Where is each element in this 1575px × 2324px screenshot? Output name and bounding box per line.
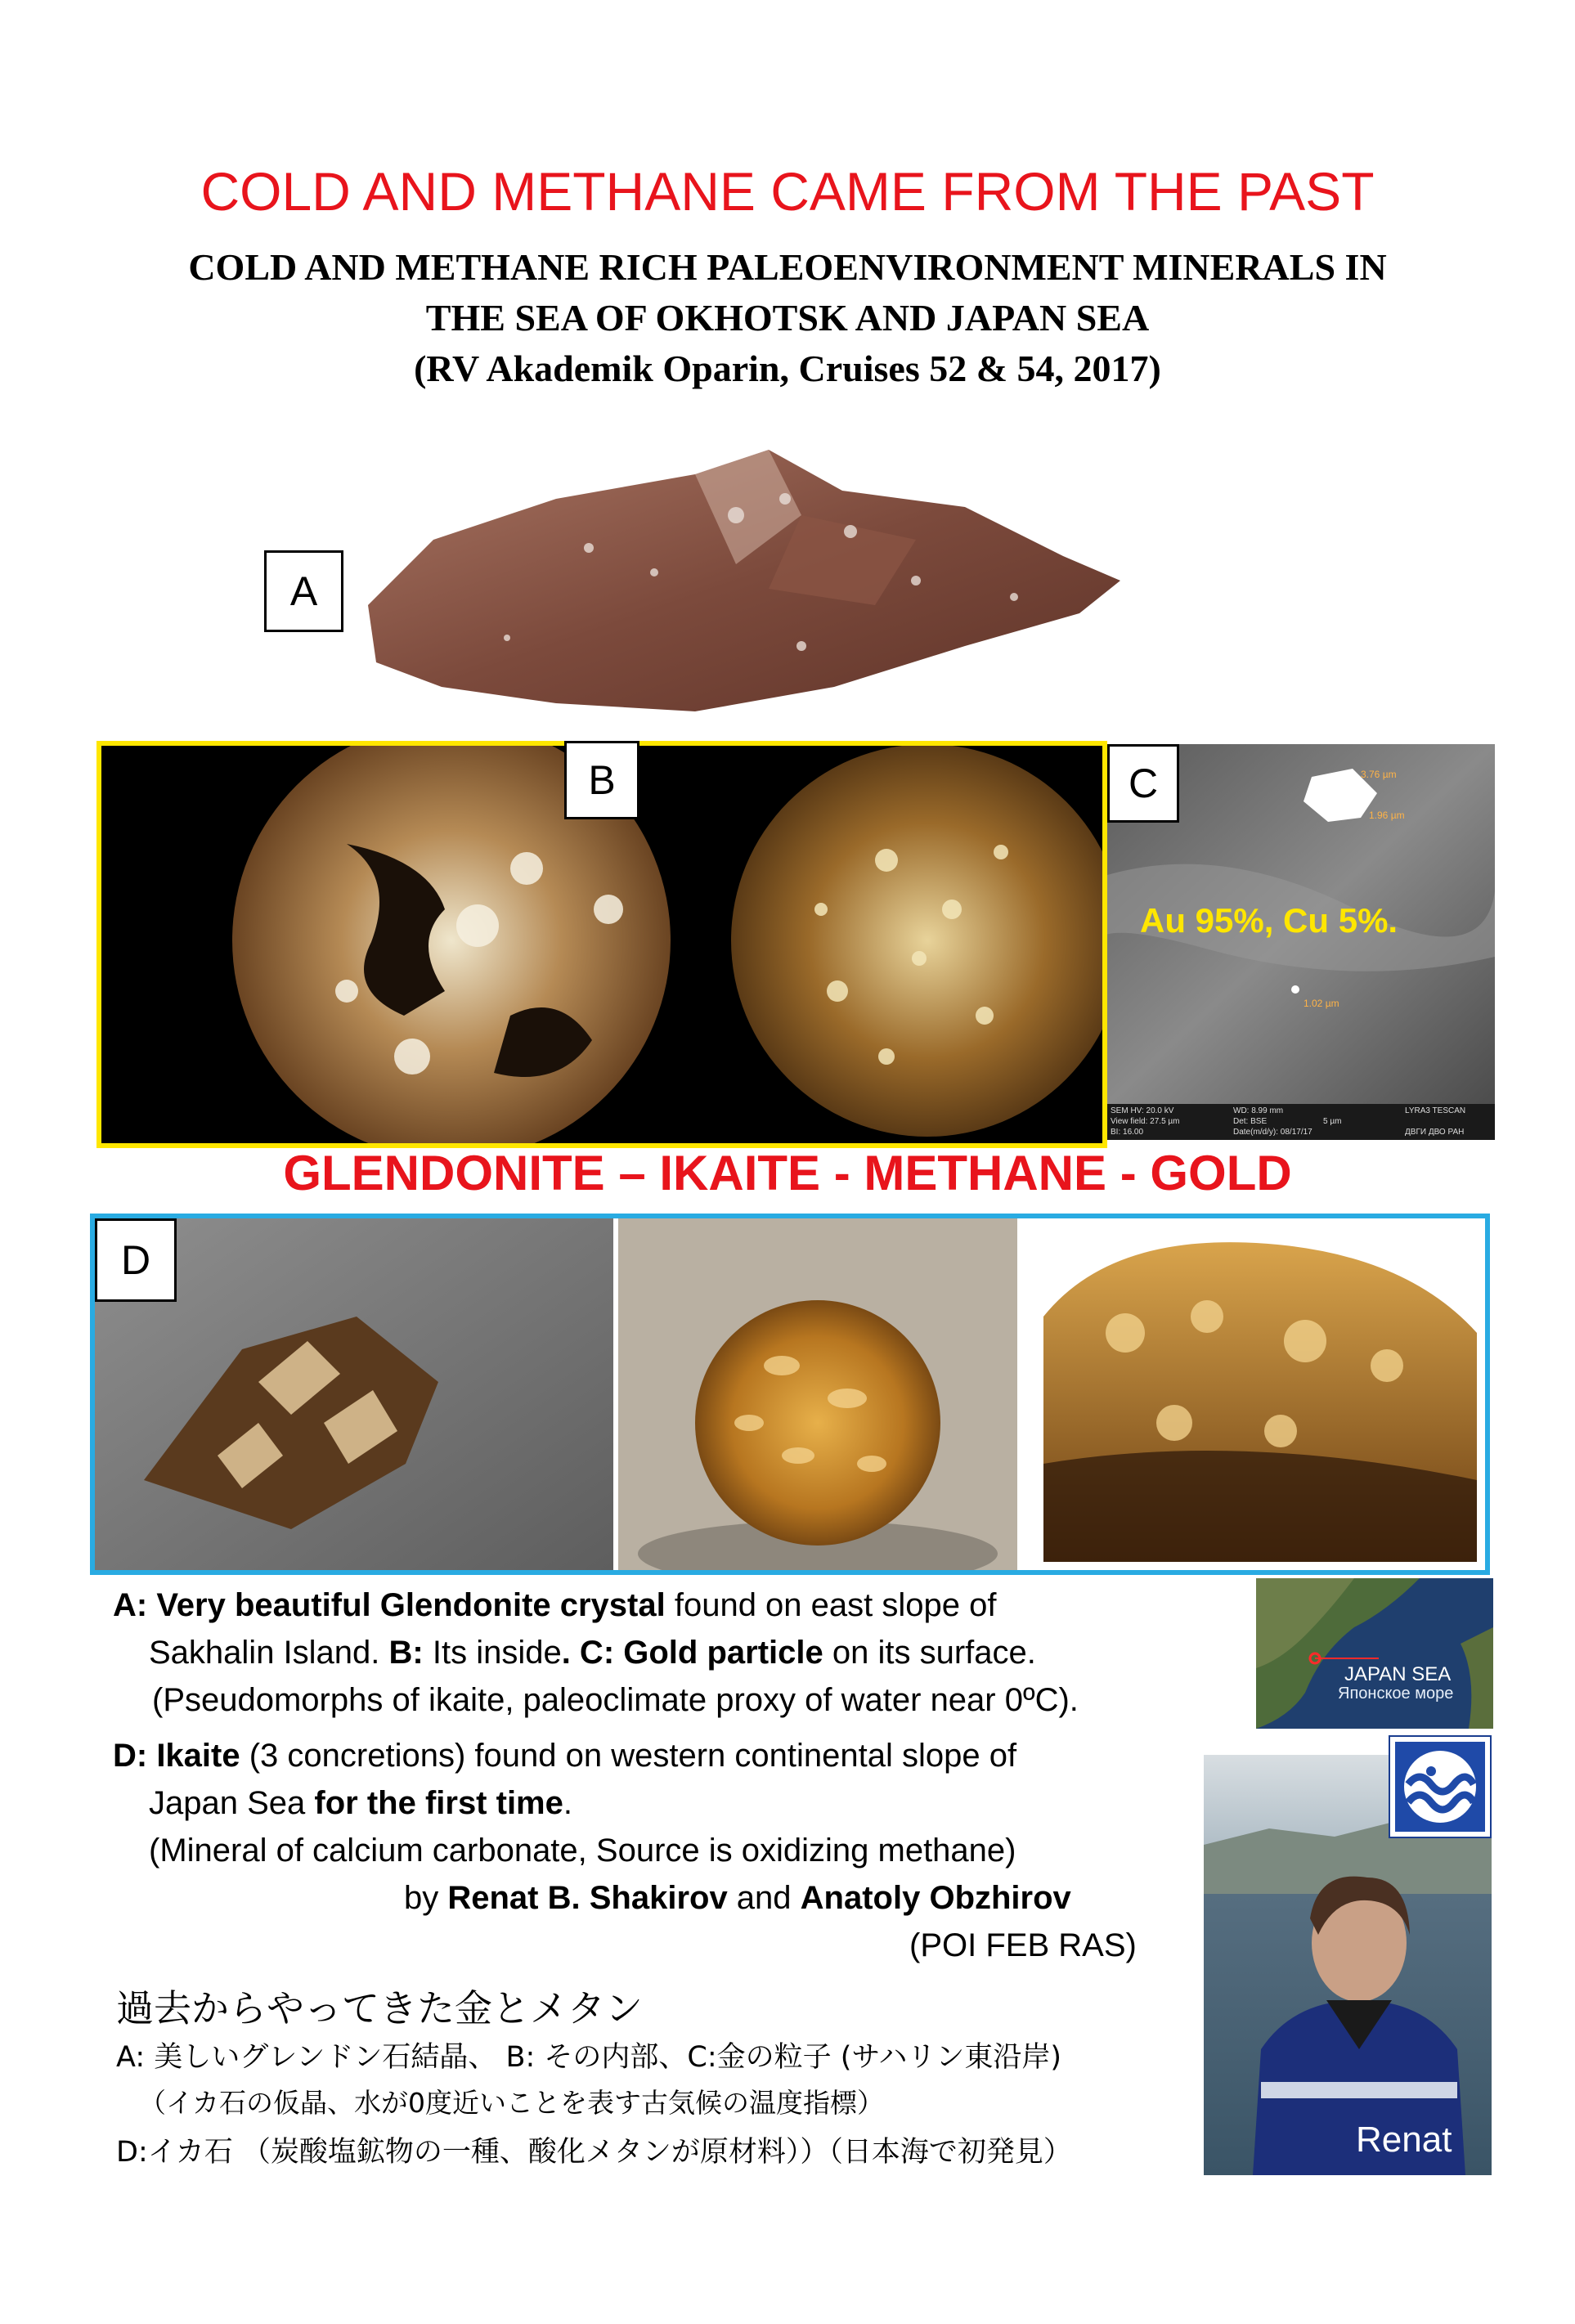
- caption-d-text: (3 concretions) found on western continental slope of: [240, 1738, 1017, 1774]
- caption-c-bold: . C: Gold particle: [561, 1635, 823, 1671]
- sem-view-field: View field: 27.5 µm: [1111, 1117, 1180, 1126]
- caption-d-bold: D: Ikaite: [113, 1738, 240, 1774]
- caption-a-bold: Very beautiful Glendonite crystal: [156, 1587, 666, 1623]
- caption-line-1: [113, 1581, 996, 1629]
- caption-period: .: [563, 1785, 572, 1821]
- caption-b-bold: B:: [388, 1635, 424, 1671]
- caption-line-3: (Pseudomorphs of ikaite, paleoclimate proxy of water near 0ºC).: [152, 1682, 1079, 1718]
- caption-line-4: [113, 1732, 1016, 1779]
- page-title: COLD AND METHANE CAME FROM THE PAST: [200, 161, 1375, 222]
- caption-affiliation: (POI FEB RAS): [909, 1927, 1137, 1963]
- caption-a-prefix: A:: [113, 1587, 157, 1623]
- sem-detector: Det: BSE: [1233, 1117, 1268, 1126]
- sem-scale-label-2: 1.96 µm: [1369, 810, 1405, 821]
- sem-gold-particle-image: [1107, 744, 1495, 1140]
- author-2: Anatoly Obzhirov: [800, 1880, 1071, 1916]
- sem-scale-label-1: 3.76 µm: [1361, 769, 1397, 780]
- panel-d-label: D: [95, 1218, 177, 1302]
- caption-b-text: Its inside: [423, 1635, 562, 1671]
- japanese-line-3: D:イカ石 （炭酸塩鉱物の一種、酸化メタンが原材料））（日本海で初発見）: [116, 2136, 1072, 2169]
- sem-institute: ДВГИ ДВО РАН: [1405, 1128, 1465, 1137]
- sem-instrument: LYRA3 TESCAN: [1405, 1106, 1466, 1115]
- subtitle-line-3: (RV Akademik Oparin, Cruises 52 & 54, 2017): [414, 348, 1161, 389]
- japanese-line-2: （イカ石の仮晶、水が0度近いことを表す古気候の温度指標）: [139, 2087, 885, 2119]
- sem-hv: SEM HV: 20.0 kV: [1111, 1106, 1174, 1115]
- sem-scale: 5 µm: [1323, 1117, 1342, 1126]
- sem-date: Date(m/d/y): 08/17/17: [1233, 1128, 1312, 1137]
- caption-by: by: [404, 1880, 448, 1916]
- panel-a-label: A: [264, 550, 343, 632]
- panel-d-frame: [90, 1214, 1490, 1575]
- panel-c-label: C: [1107, 744, 1179, 823]
- caption-and: and: [727, 1880, 801, 1916]
- japanese-title: 過去からやってきた金とメタン: [116, 1986, 643, 2030]
- author-1: Renat B. Shakirov: [447, 1880, 728, 1916]
- panel-b-frame: [96, 741, 1107, 1148]
- caption-line-2: [149, 1629, 1036, 1676]
- caption-c-text: on its surface.: [823, 1635, 1036, 1671]
- map-label-en: JAPAN SEA: [1344, 1663, 1452, 1685]
- map-label-ru: Японское море: [1338, 1685, 1454, 1703]
- caption-line-5: [149, 1779, 572, 1827]
- sem-scale-label-3: 1.02 µm: [1304, 998, 1339, 1009]
- poi-logo-icon: [1389, 1735, 1492, 1838]
- portrait-name: Renat: [1356, 2120, 1452, 2160]
- caption-first-time: for the first time: [314, 1785, 563, 1821]
- caption-a-text: found on east slope of: [665, 1587, 997, 1623]
- japanese-line-1: A: 美しいグレンドン石結晶、 B: その内部、C:金の粒子 (サハリン東沿岸): [116, 2041, 1061, 2074]
- caption-japan-sea: Japan Sea: [149, 1785, 315, 1821]
- sem-wd: WD: 8.99 mm: [1233, 1106, 1284, 1115]
- glendonite-crystal-photo: [343, 442, 1145, 736]
- caption-line-6: (Mineral of calcium carbonate, Source is oxidizing methane): [149, 1833, 1016, 1869]
- caption-sakhalin: Sakhalin Island.: [149, 1635, 389, 1671]
- subtitle-line-2: THE SEA OF OKHOTSK AND JAPAN SEA: [425, 297, 1150, 339]
- sem-info-bar: [1111, 1106, 1492, 1138]
- japan-sea-map: [1256, 1578, 1493, 1729]
- ikaite-photos: [95, 1218, 1485, 1570]
- sem-bi: BI: 16.00: [1111, 1128, 1144, 1137]
- subtitle-line-1: COLD AND METHANE RICH PALEOENVIRONMENT MINERALS IN: [188, 246, 1387, 288]
- panel-b-label: B: [564, 741, 639, 819]
- caption-authors: [404, 1874, 1071, 1922]
- gold-composition-text: Au 95%, Cu 5%.: [1140, 901, 1398, 940]
- minerals-banner: GLENDONITE – IKAITE - METHANE - GOLD: [283, 1146, 1292, 1200]
